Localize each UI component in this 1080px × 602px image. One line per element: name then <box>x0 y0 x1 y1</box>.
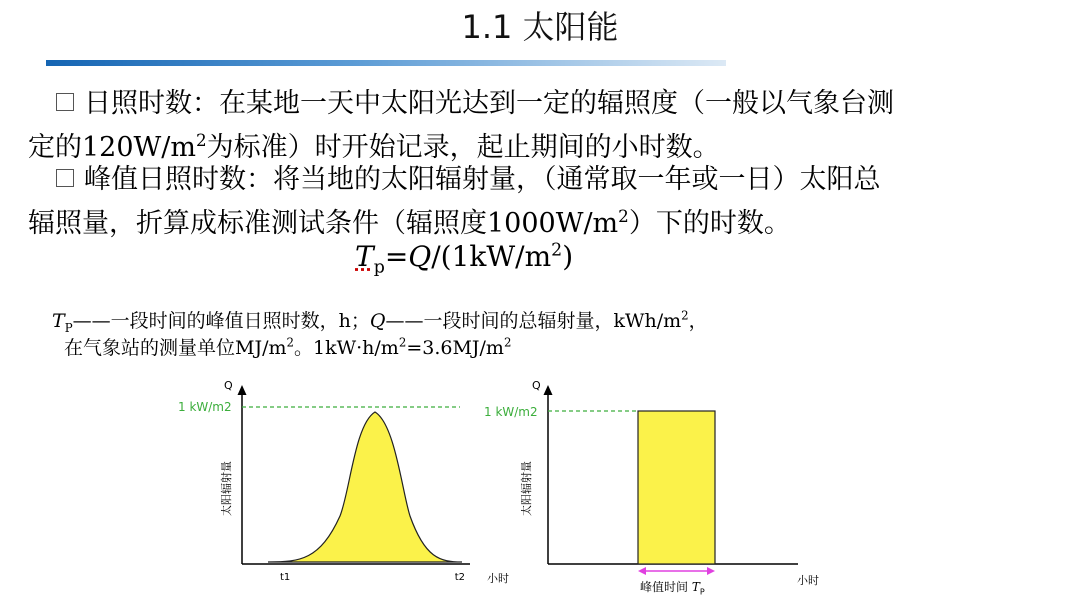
note-part2: ——一段时间的总辐射量，kWh/m <box>385 310 682 332</box>
p1-line2-a: 定的120W/m <box>28 132 196 163</box>
formula-rhs: /(1kW/m <box>431 240 552 273</box>
note-l2a: 在气象站的测量单位MJ/m <box>64 337 287 359</box>
p2-line2-b: ）下的时数。 <box>628 208 791 239</box>
formula-q: Q <box>408 240 432 273</box>
p2-sup: 2 <box>618 206 629 226</box>
formula-eq: = <box>384 240 409 273</box>
arrow-right-icon <box>707 567 715 575</box>
note-q: Q <box>369 310 386 332</box>
peak-hours-diagram <box>478 376 798 598</box>
note-l2-sup2: 2 <box>398 335 407 350</box>
note-end: ， <box>688 310 708 332</box>
x-tick-t2: t2 <box>454 572 465 583</box>
y-axis-vertical-label: 太阳辐射量 <box>520 461 533 516</box>
irradiance-curve-area <box>268 412 462 562</box>
slide-title: 1.1 太阳能 <box>461 8 619 46</box>
peak-time-label <box>640 578 705 596</box>
y-axis-vertical-label: 太阳辐射量 <box>220 461 233 516</box>
note-part1: ——一段时间的峰值日照时数，h； <box>72 310 370 332</box>
y-axis-q-label: Q <box>532 379 541 392</box>
formula-tp: T <box>355 240 374 273</box>
paragraph-sunshine-hours-cont <box>28 122 720 166</box>
title-underline <box>46 60 726 66</box>
level-1kw-label: 1 kW/m2 <box>484 405 538 419</box>
note-tp: T <box>52 310 65 332</box>
paragraph-peak-sun-hours <box>28 161 881 198</box>
p1-sup: 2 <box>196 130 207 150</box>
formula-tp-sub: p <box>373 257 385 278</box>
y-axis-q-label: Q <box>224 379 233 392</box>
note-tp-sub: P <box>64 320 73 335</box>
p1-line2-b: 为标准）时开始记录，起止期间的小时数。 <box>206 132 720 163</box>
irradiance-curve-diagram <box>170 376 470 598</box>
bullet-square-icon <box>56 93 74 111</box>
note-line1 <box>52 306 708 335</box>
note-l2-sup1: 2 <box>286 335 294 350</box>
note-l2b: 。1kW·h/m <box>294 337 399 359</box>
p2-line2-a: 辐照量，折算成标准测试条件（辐照度1000W/m <box>28 208 619 239</box>
peak-time-symbol-sub: P <box>699 587 705 597</box>
bullet-square-icon <box>56 169 74 187</box>
note-sup: 2 <box>681 308 689 323</box>
note-line2 <box>64 333 511 360</box>
p2-line1: 峰值日照时数：将当地的太阳辐射量，（通常取一年或一日）太阳总 <box>84 164 881 195</box>
formula-close: ) <box>562 240 574 273</box>
peak-hours-formula <box>355 240 573 278</box>
peak-hours-rectangle <box>638 411 715 564</box>
x-tick-t1: t1 <box>280 572 291 583</box>
y-axis-arrow-icon <box>544 385 553 395</box>
p1-line1: 日照时数：在某地一天中太阳光达到一定的辐照度（一般以气象台测 <box>84 88 894 119</box>
note-l2-sup3: 2 <box>503 335 512 350</box>
peak-time-symbol: T <box>691 580 700 594</box>
x-axis-unit-label-right: 小时 <box>797 574 819 587</box>
level-1kw-label: 1 kW/m2 <box>178 400 232 414</box>
y-axis-arrow-icon <box>238 385 247 395</box>
formula-sup: 2 <box>551 240 563 261</box>
paragraph-sunshine-hours <box>28 85 894 122</box>
paragraph-peak-sun-hours-cont <box>28 198 791 242</box>
arrow-left-icon <box>638 567 646 575</box>
x-axis-unit-label-left: 小时 <box>487 572 509 585</box>
note-l2c: =3.6MJ/m <box>406 337 504 359</box>
peak-time-text: 峰值时间 <box>640 580 689 594</box>
